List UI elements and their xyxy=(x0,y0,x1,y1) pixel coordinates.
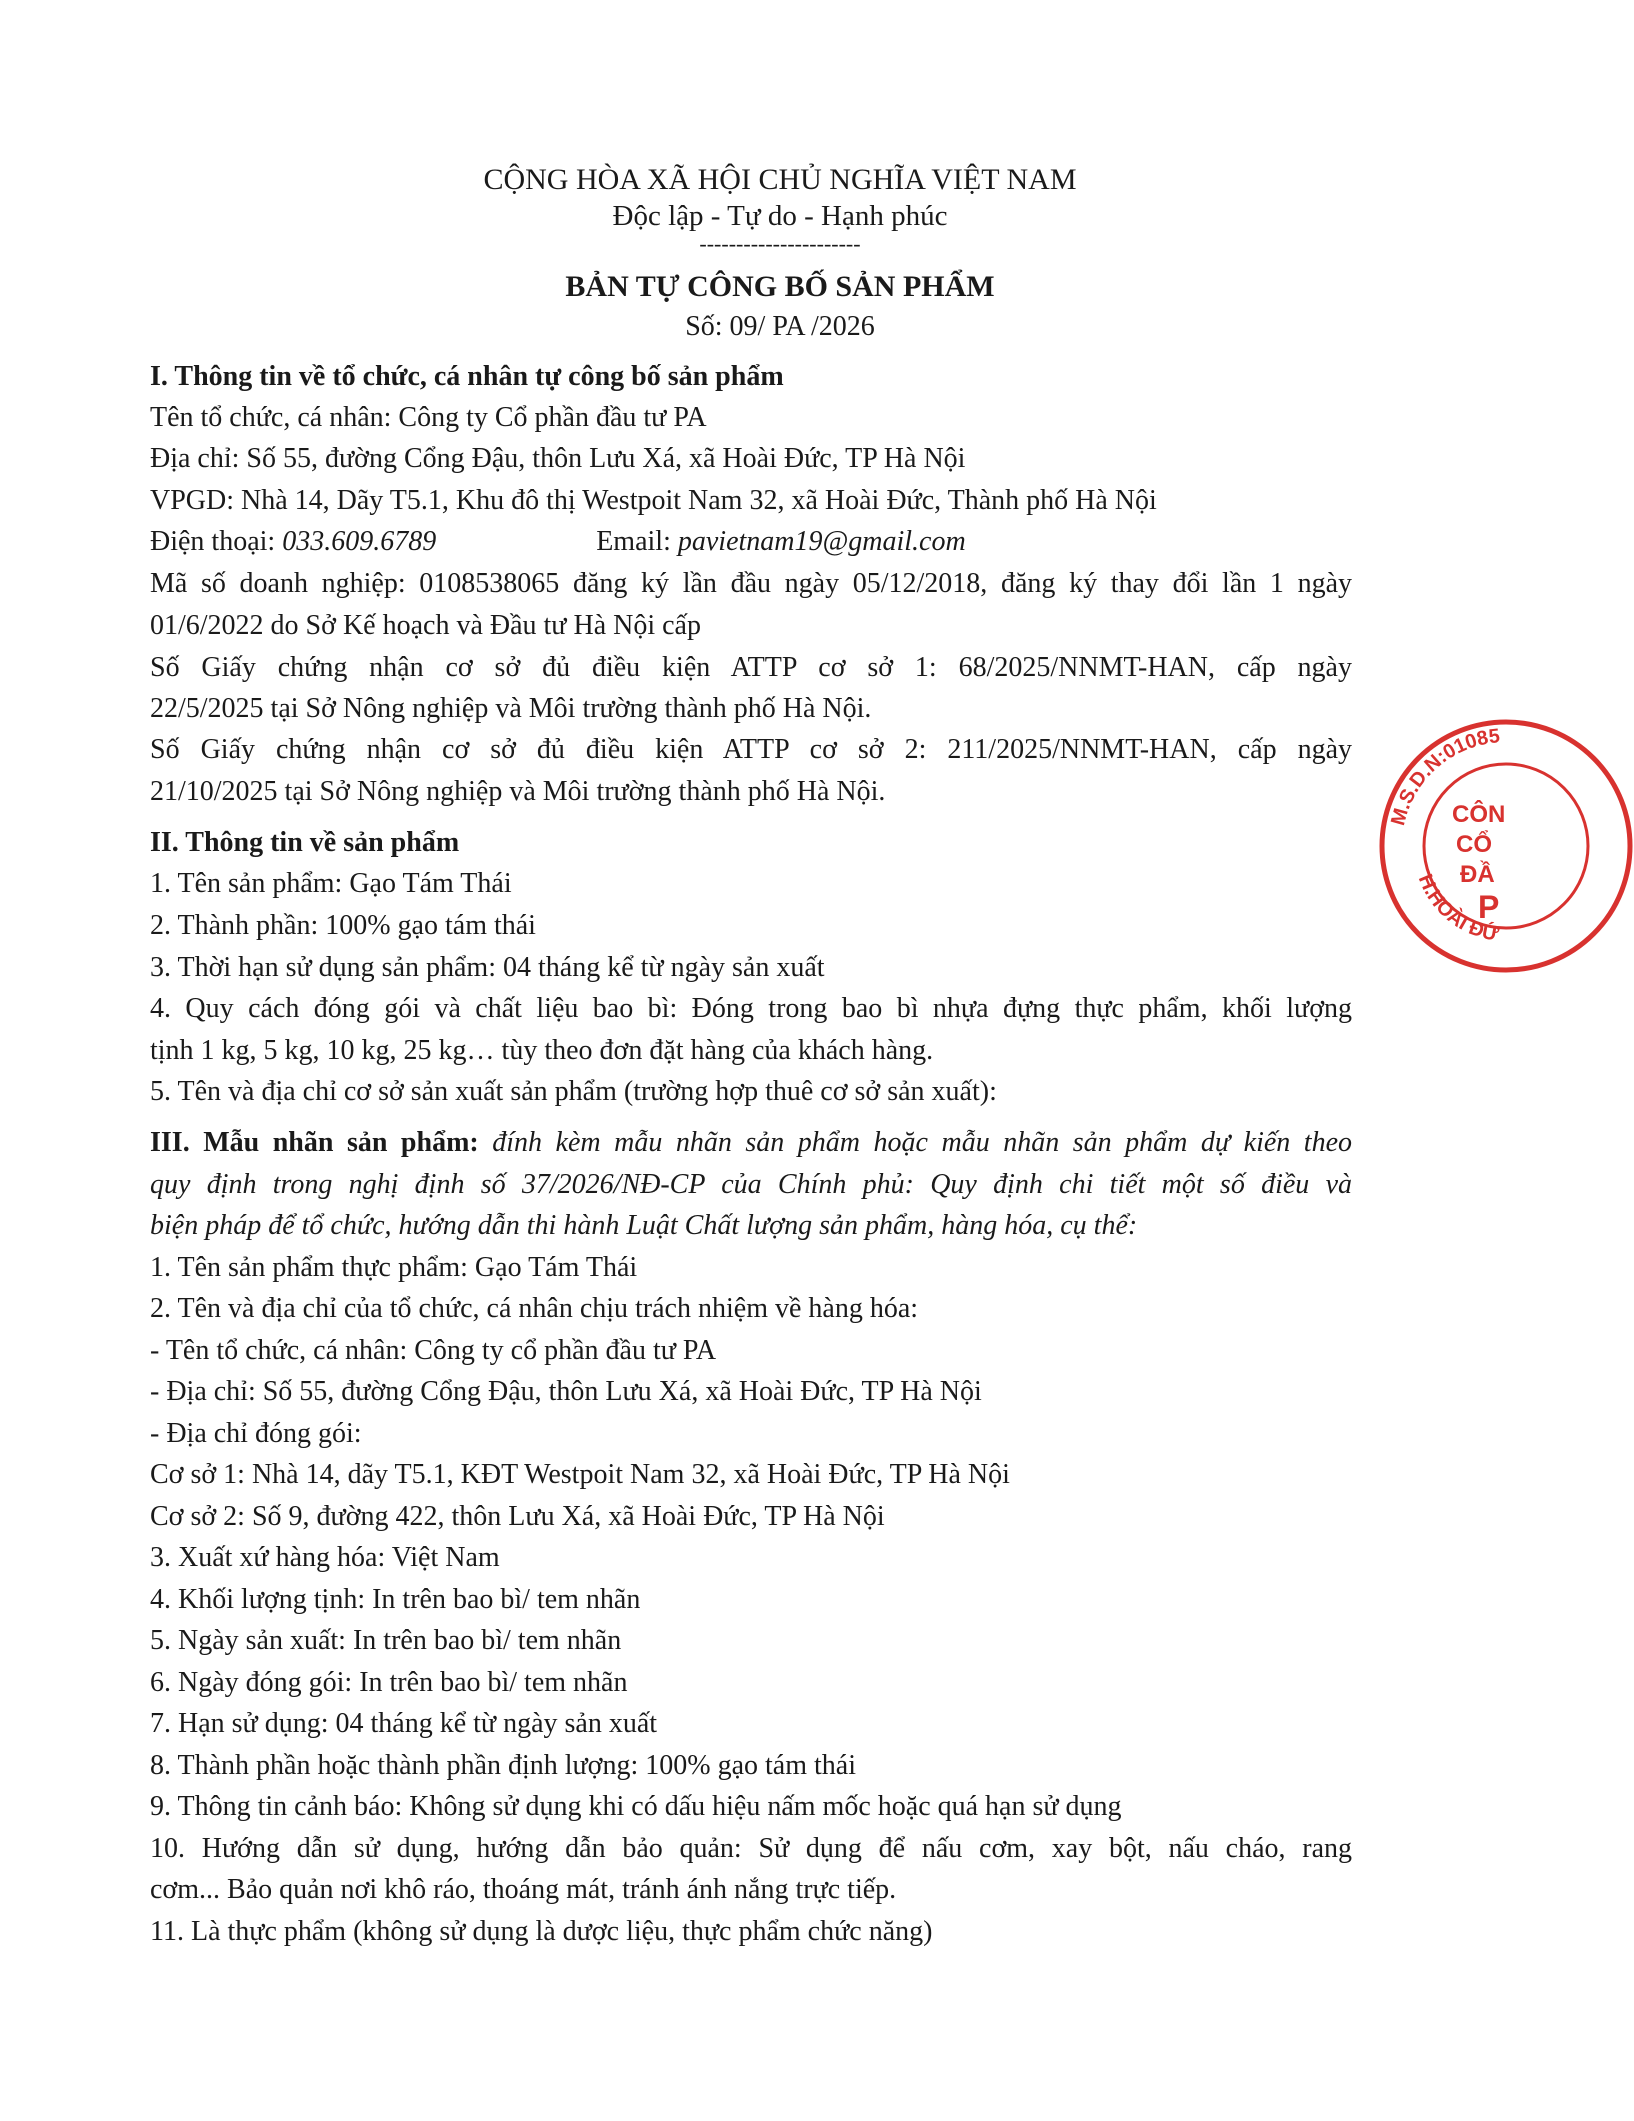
tax-code-line-1: Mã số doanh nghiệp: 0108538065 đăng ký lần đầu ngày 05/12/2018, đăng ký thay đổi lần 1 ngày xyxy=(150,568,1352,599)
phone-number: 033.609.6789 xyxy=(282,526,437,557)
seal-center-line-3: ĐẦ xyxy=(1460,861,1495,888)
document-title: BẢN TỰ CÔNG BỐ SẢN PHẨM xyxy=(565,270,995,303)
email-address: pavietnam19@gmail.com xyxy=(677,526,966,557)
label-item-7: 7. Hạn sử dụng: 04 tháng kể từ ngày sản xuất xyxy=(150,1708,658,1739)
cert-2-line-1: Số Giấy chứng nhận cơ sở đủ điều kiện ATTP cơ sở 2: 211/2025/NNMT-HAN, cấp ngày xyxy=(150,734,1352,765)
company-seal xyxy=(1378,718,1634,974)
section-3-heading: III. Mẫu nhãn sản phẩm: đính kèm mẫu nhãn sản phẩm hoặc mẫu nhãn sản phẩm dự kiến theo xyxy=(150,1127,1353,1158)
seal-ring-text: M.S.D.N:01085 xyxy=(1387,725,1501,828)
label-item-2-packing: - Địa chỉ đóng gói: xyxy=(150,1418,362,1449)
manufacturer-info: 5. Tên và địa chỉ cơ sở sản xuất sản phẩm (trường hợp thuê cơ sở sản xuất): xyxy=(150,1076,997,1107)
packaging-line-1: 4. Quy cách đóng gói và chất liệu bao bì: Đóng trong bao bì nhựa đựng thực phẩm, khối lượng xyxy=(150,993,1352,1024)
label-item-9: 9. Thông tin cảnh báo: Không sử dụng khi có dấu hiệu nấm mốc hoặc quá hạn sử dụng xyxy=(150,1791,1122,1822)
label-item-2-org: - Tên tổ chức, cá nhân: Công ty cổ phần đầu tư PA xyxy=(150,1335,717,1366)
facility-2: Cơ sở 2: Số 9, đường 422, thôn Lưu Xá, xã Hoài Đức, TP Hà Nội xyxy=(150,1501,885,1532)
facility-1: Cơ sở 1: Nhà 14, dãy T5.1, KĐT Westpoit Nam 32, xã Hoài Đức, TP Hà Nội xyxy=(150,1459,1010,1490)
label-item-10-line-1: 10. Hướng dẫn sử dụng, hướng dẫn bảo quản: Sử dụng để nấu cơm, xay bột, nấu cháo, rang xyxy=(150,1833,1352,1864)
seal-center-line-2: CỔ xyxy=(1456,831,1492,858)
label-intro-line-2: quy định trong nghị định số 37/2026/NĐ-CP của Chính phủ: Quy định chi tiết một số điều và xyxy=(150,1169,1352,1200)
motto: Độc lập - Tự do - Hạnh phúc xyxy=(612,200,948,232)
seal-bottom-text: H.HOÀI ĐỨ xyxy=(1413,871,1501,946)
product-ingredients: 2. Thành phần: 100% gạo tám thái xyxy=(150,910,536,941)
label-intro-line-3: biện pháp để tổ chức, hướng dẫn thi hành Luật Chất lượng sản phẩm, hàng hóa, cụ thể: xyxy=(150,1210,1138,1241)
product-shelf-life: 3. Thời hạn sử dụng sản phẩm: 04 tháng kể từ ngày sản xuất xyxy=(150,952,825,983)
packaging-line-2: tịnh 1 kg, 5 kg, 10 kg, 25 kg… tùy theo đơn đặt hàng của khách hàng. xyxy=(150,1035,934,1066)
section-2-heading: II. Thông tin về sản phẩm xyxy=(150,827,460,858)
cert-1-line-2: 22/5/2025 tại Sở Nông nghiệp và Môi trường thành phố Hà Nội. xyxy=(150,693,872,724)
cert-1-line-1: Số Giấy chứng nhận cơ sở đủ điều kiện ATTP cơ sở 1: 68/2025/NNMT-HAN, cấp ngày xyxy=(150,652,1352,683)
label-item-6: 6. Ngày đóng gói: In trên bao bì/ tem nhãn xyxy=(150,1667,628,1698)
cert-2-line-2: 21/10/2025 tại Sở Nông nghiệp và Môi trường thành phố Hà Nội. xyxy=(150,776,886,807)
org-address: Địa chỉ: Số 55, đường Cổng Đậu, thôn Lưu Xá, xã Hoài Đức, TP Hà Nội xyxy=(150,443,966,474)
product-name: 1. Tên sản phẩm: Gạo Tám Thái xyxy=(150,868,512,899)
label-item-2-address: - Địa chỉ: Số 55, đường Cổng Đậu, thôn Lưu Xá, xã Hoài Đức, TP Hà Nội xyxy=(150,1376,982,1407)
tax-code-line-2: 01/6/2022 do Sở Kế hoạch và Đầu tư Hà Nội cấp xyxy=(150,610,701,641)
label-item-3: 3. Xuất xứ hàng hóa: Việt Nam xyxy=(150,1542,500,1573)
country-name: CỘNG HÒA XÃ HỘI CHỦ NGHĨA VIỆT NAM xyxy=(483,163,1077,196)
header-divider: ---------------------- xyxy=(699,231,861,256)
seal-outer-ring xyxy=(1382,722,1630,970)
label-item-4: 4. Khối lượng tịnh: In trên bao bì/ tem nhãn xyxy=(150,1584,641,1615)
section-1-heading: I. Thông tin về tổ chức, cá nhân tự công bố sản phẩm xyxy=(150,361,784,392)
label-item-5: 5. Ngày sản xuất: In trên bao bì/ tem nhãn xyxy=(150,1625,622,1656)
document-number: Số: 09/ PA /2026 xyxy=(685,311,875,342)
label-item-11: 11. Là thực phẩm (không sử dụng là dược liệu, thực phẩm chức năng) xyxy=(150,1916,933,1947)
office-address: VPGD: Nhà 14, Dãy T5.1, Khu đô thị Westpoit Nam 32, xã Hoài Đức, Thành phố Hà Nội xyxy=(150,485,1157,516)
org-name: Tên tổ chức, cá nhân: Công ty Cổ phần đầu tư PA xyxy=(150,402,707,433)
seal-center-line-4: P xyxy=(1478,889,1500,925)
label-item-10-line-2: cơm... Bảo quản nơi khô ráo, thoáng mát, tránh ánh nắng trực tiếp. xyxy=(150,1874,897,1905)
contact-line: Điện thoại: 033.609.6789 Email: pavietnam19@gmail.com xyxy=(150,526,966,557)
label-item-1: 1. Tên sản phẩm thực phẩm: Gạo Tám Thái xyxy=(150,1252,638,1283)
label-item-8: 8. Thành phần hoặc thành phần định lượng: 100% gạo tám thái xyxy=(150,1750,856,1781)
seal-center-line-1: CÔN xyxy=(1452,801,1506,828)
label-item-2: 2. Tên và địa chỉ của tổ chức, cá nhân chịu trách nhiệm về hàng hóa: xyxy=(150,1293,919,1324)
